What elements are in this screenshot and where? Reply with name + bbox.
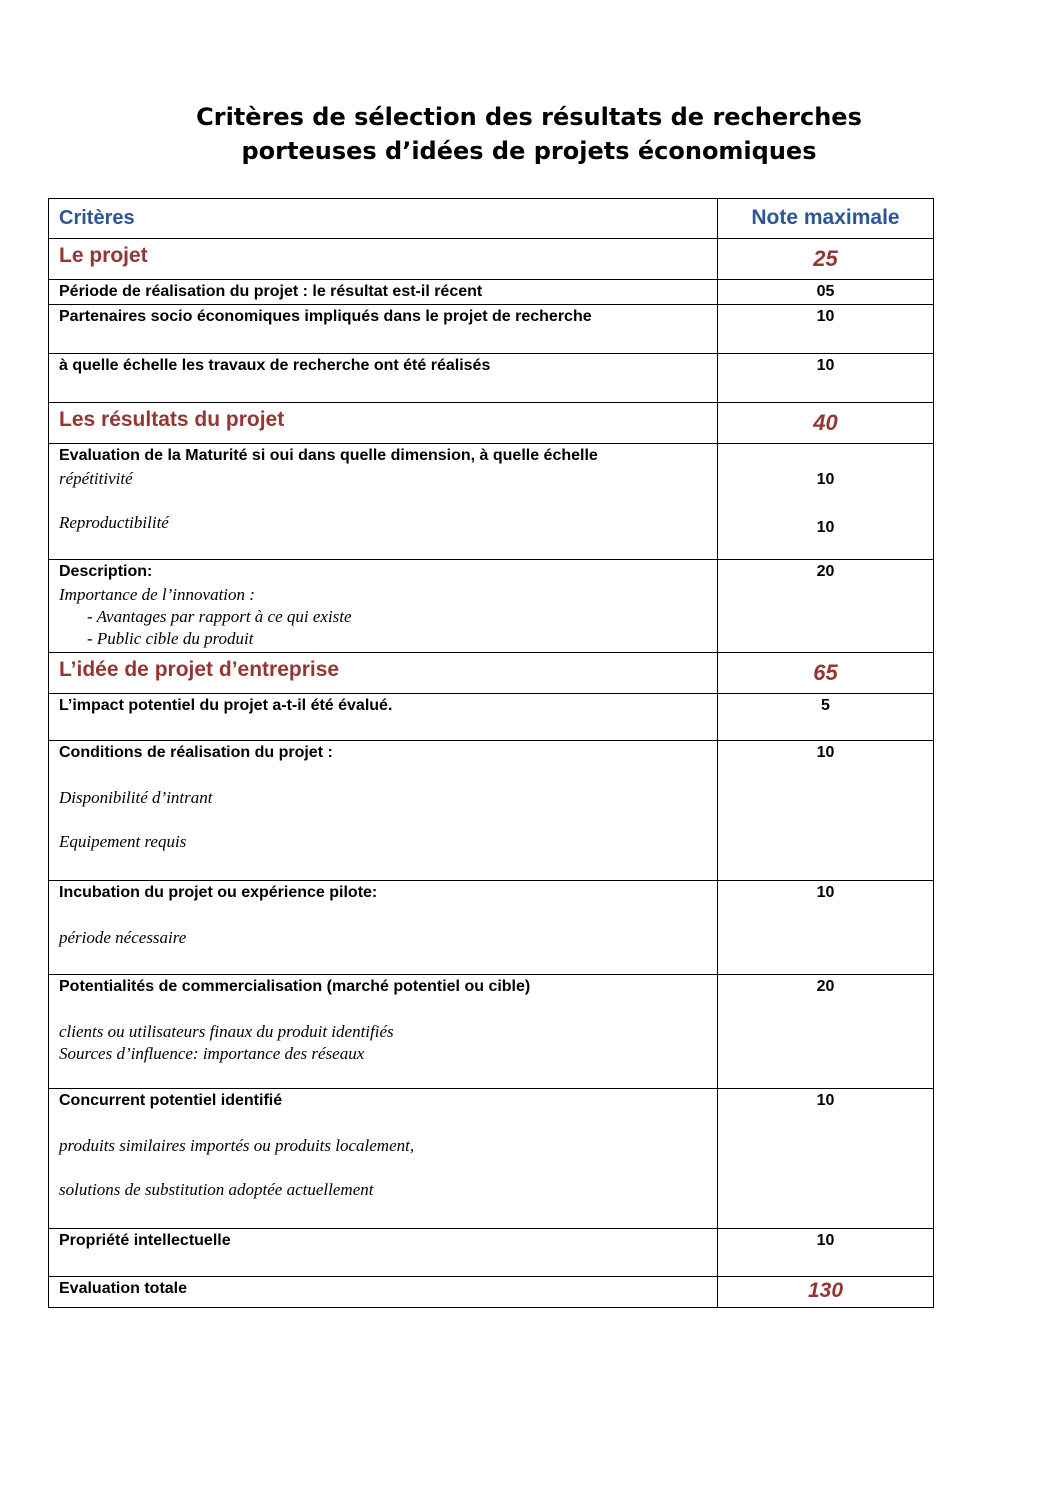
criterion-sub: - Public cible du produit	[87, 629, 254, 648]
criterion-score: 05	[718, 280, 934, 305]
table-header-row	[49, 199, 934, 239]
criterion-sub: Reproductibilité	[59, 513, 169, 532]
criterion-cell	[49, 1089, 718, 1229]
criterion-sub: Disponibilité d’intrant	[59, 788, 213, 807]
criterion-sub: produits similaires importés ou produits localement,	[59, 1136, 415, 1155]
section-score: 65	[718, 653, 934, 694]
title-line-2: porteuses d’idées de projets économiques	[241, 137, 817, 165]
table-row	[49, 305, 934, 354]
criterion-sub: solutions de substitution adoptée actuellement	[59, 1180, 374, 1199]
criterion-cell	[49, 741, 718, 881]
section-label: L’idée de projet d’entreprise	[49, 653, 718, 694]
section-row	[49, 403, 934, 444]
total-label: Evaluation totale	[49, 1277, 718, 1308]
criterion-label: L’impact potentiel du projet a-t-il été évalué.	[49, 694, 718, 741]
criterion-sub: répétitivité	[59, 469, 133, 488]
criterion-sub: période nécessaire	[59, 928, 187, 947]
criterion-sub: clients ou utilisateurs finaux du produit identifiés	[59, 1022, 394, 1041]
criterion-cell	[49, 881, 718, 975]
criterion-label: Période de réalisation du projet : le résultat est-il récent	[49, 280, 718, 305]
criterion-label: Potentialités de commercialisation (marché potentiel ou cible)	[59, 978, 531, 995]
criterion-label: Conditions de réalisation du projet :	[59, 744, 333, 761]
table-row	[49, 354, 934, 403]
section-row	[49, 239, 934, 280]
criterion-label: Propriété intellectuelle	[49, 1229, 718, 1277]
criterion-cell	[49, 560, 718, 653]
criterion-score: 10	[718, 1089, 934, 1229]
header-score: Note maximale	[718, 199, 934, 239]
section-score: 40	[718, 403, 934, 444]
table-row	[49, 560, 934, 653]
table-row	[49, 280, 934, 305]
table-row	[49, 444, 934, 560]
criterion-sub: Equipement requis	[59, 832, 187, 851]
criterion-sub-score: 10	[816, 471, 835, 488]
criterion-score: 10	[718, 1229, 934, 1277]
document-title	[0, 100, 1058, 168]
table-row	[49, 1089, 934, 1229]
criterion-score: 20	[718, 975, 934, 1089]
table-row	[49, 694, 934, 741]
criterion-label: Incubation du projet ou expérience pilote:	[59, 884, 378, 901]
criterion-score: 10	[718, 305, 934, 354]
criterion-label: Partenaires socio économiques impliqués dans le projet de recherche	[49, 305, 718, 354]
criterion-sub-score: 10	[816, 519, 835, 536]
criterion-label: Evaluation de la Maturité si oui dans quelle dimension, à quelle échelle	[59, 447, 598, 464]
criterion-cell	[49, 975, 718, 1089]
criterion-score: 10	[718, 741, 934, 881]
total-row	[49, 1277, 934, 1308]
criterion-score: 5	[718, 694, 934, 741]
table-row	[49, 975, 934, 1089]
total-score: 130	[718, 1277, 934, 1308]
table-row	[49, 1229, 934, 1277]
criterion-label: Description:	[59, 563, 153, 580]
criterion-sub: - Avantages par rapport à ce qui existe	[87, 607, 352, 626]
criterion-score: 10	[718, 881, 934, 975]
criterion-sub: Sources d’influence: importance des réseaux	[59, 1044, 365, 1063]
table-row	[49, 881, 934, 975]
criterion-cell	[49, 444, 718, 560]
header-criteria: Critères	[49, 199, 718, 239]
section-row	[49, 653, 934, 694]
criterion-score-cell	[718, 444, 934, 560]
criterion-sub: Importance de l’innovation :	[59, 585, 255, 604]
criteria-table	[48, 198, 934, 1308]
criterion-score: 20	[718, 560, 934, 653]
section-score: 25	[718, 239, 934, 280]
title-line-1: Critères de sélection des résultats de recherches	[196, 103, 862, 131]
criterion-label: Concurrent potentiel identifié	[59, 1092, 283, 1109]
table-row	[49, 741, 934, 881]
section-label: Le projet	[49, 239, 718, 280]
criterion-score: 10	[718, 354, 934, 403]
section-label: Les résultats du projet	[49, 403, 718, 444]
criterion-label: à quelle échelle les travaux de recherche ont été réalisés	[49, 354, 718, 403]
